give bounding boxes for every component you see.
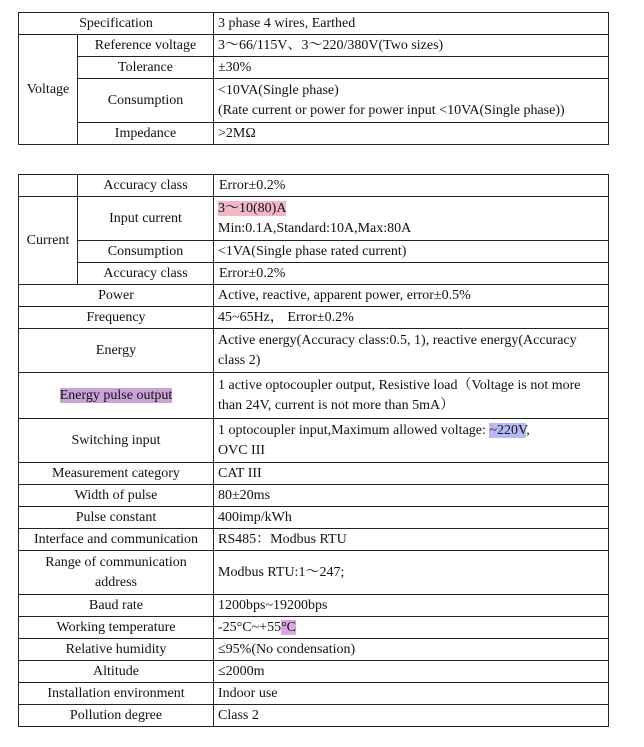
frequency-value: 45~65Hz， Error±0.2% bbox=[214, 307, 609, 329]
switching-line1-prefix: 1 optocoupler input,Maximum allowed voltage: bbox=[218, 422, 490, 438]
voltage-label: Voltage bbox=[19, 35, 78, 145]
accuracy-label: Accuracy class bbox=[78, 175, 214, 197]
install-label: Installation environment bbox=[19, 683, 214, 705]
energy-value bbox=[214, 329, 609, 373]
ref-voltage-value: 3～66/115V、3～220/380V(Two sizes) bbox=[214, 35, 609, 57]
input-current-value bbox=[214, 197, 609, 241]
meas-cat-label: Measurement category bbox=[19, 463, 214, 485]
humidity-label: Relative humidity bbox=[19, 639, 214, 661]
blank-cell bbox=[19, 175, 78, 197]
baud-value: 1200bps~19200bps bbox=[214, 595, 609, 617]
voltage-consumption-line1: <10VA(Single phase) bbox=[218, 82, 339, 98]
energy-line2: class 2) bbox=[218, 352, 261, 368]
altitude-label: Altitude bbox=[19, 661, 214, 683]
pulse-width-label: Width of pulse bbox=[19, 485, 214, 507]
tolerance-label: Tolerance bbox=[78, 57, 214, 79]
input-current-detail: Min:0.1A,Standard:10A,Max:80A bbox=[218, 220, 412, 236]
current-accuracy-label: Accuracy class bbox=[78, 263, 214, 285]
energy-line1: Active energy(Accuracy class:0.5, 1), reactive energy(Accuracy bbox=[218, 332, 577, 348]
current-spec-table bbox=[18, 174, 609, 727]
addr-range-line2: address bbox=[95, 574, 137, 590]
voltage-consumption-value bbox=[214, 79, 609, 123]
power-label: Power bbox=[19, 285, 214, 307]
impedance-value: >2MΩ bbox=[214, 123, 609, 145]
voltage-consumption-label: Consumption bbox=[78, 79, 214, 123]
pulse-const-value: 400imp/kWh bbox=[214, 507, 609, 529]
current-consumption-value: <1VA(Single phase rated current) bbox=[214, 241, 609, 263]
addr-range-value: Modbus RTU:1～247; bbox=[214, 551, 609, 595]
voltage-consumption-line2: (Rate current or power for power input <10VA(Single phase)) bbox=[218, 102, 565, 118]
temp-label: Working temperature bbox=[19, 617, 214, 639]
energy-label: Energy bbox=[19, 329, 214, 373]
pollution-label: Pollution degree bbox=[19, 705, 214, 727]
input-current-range: 3～10(80)A bbox=[218, 200, 287, 216]
power-value: Active, reactive, apparent power, error±0.5% bbox=[214, 285, 609, 307]
tolerance-value: ±30% bbox=[214, 57, 609, 79]
switching-line1-suffix: , bbox=[526, 422, 530, 438]
pulse-output-line1: 1 active optocoupler output, Resistive load（Voltage is not more bbox=[218, 377, 581, 393]
install-value: Indoor use bbox=[214, 683, 609, 705]
spec-label: Specification bbox=[19, 13, 214, 35]
pulse-output-line2: than 24V, current is not more than 5mA） bbox=[218, 397, 455, 413]
humidity-value: ≤95%(No condensation) bbox=[214, 639, 609, 661]
accuracy-value: Error±0.2% bbox=[214, 175, 609, 197]
switching-voltage-highlight: ~220V bbox=[489, 422, 527, 438]
interface-label: Interface and communication bbox=[19, 529, 214, 551]
spec-value: 3 phase 4 wires, Earthed bbox=[214, 13, 609, 35]
frequency-label: Frequency bbox=[19, 307, 214, 329]
meas-cat-value: CAT III bbox=[214, 463, 609, 485]
switching-line2: OVC III bbox=[218, 442, 266, 458]
input-current-label: Input current bbox=[78, 197, 214, 241]
pulse-width-value: 80±20ms bbox=[214, 485, 609, 507]
current-label: Current bbox=[19, 197, 78, 285]
switching-value bbox=[214, 419, 609, 463]
pulse-output-value bbox=[214, 373, 609, 419]
pulse-const-label: Pulse constant bbox=[19, 507, 214, 529]
current-accuracy-value: Error±0.2% bbox=[214, 263, 609, 285]
voltage-spec-table bbox=[18, 12, 609, 145]
pulse-output-label: Energy pulse output bbox=[59, 387, 173, 403]
interface-value: RS485：Modbus RTU bbox=[214, 529, 609, 551]
pollution-value: Class 2 bbox=[214, 705, 609, 727]
temp-value bbox=[214, 617, 609, 639]
switching-label: Switching input bbox=[19, 419, 214, 463]
current-consumption-label: Consumption bbox=[78, 241, 214, 263]
altitude-value: ≤2000m bbox=[214, 661, 609, 683]
addr-range-line1: Range of communication bbox=[45, 554, 187, 570]
ref-voltage-label: Reference voltage bbox=[78, 35, 214, 57]
baud-label: Baud rate bbox=[19, 595, 214, 617]
addr-range-label bbox=[19, 551, 214, 595]
impedance-label: Impedance bbox=[78, 123, 214, 145]
temp-value-prefix: -25°C~+55 bbox=[218, 619, 282, 635]
temp-unit-highlight: °C bbox=[281, 619, 297, 635]
pulse-output-label-cell bbox=[19, 373, 214, 419]
